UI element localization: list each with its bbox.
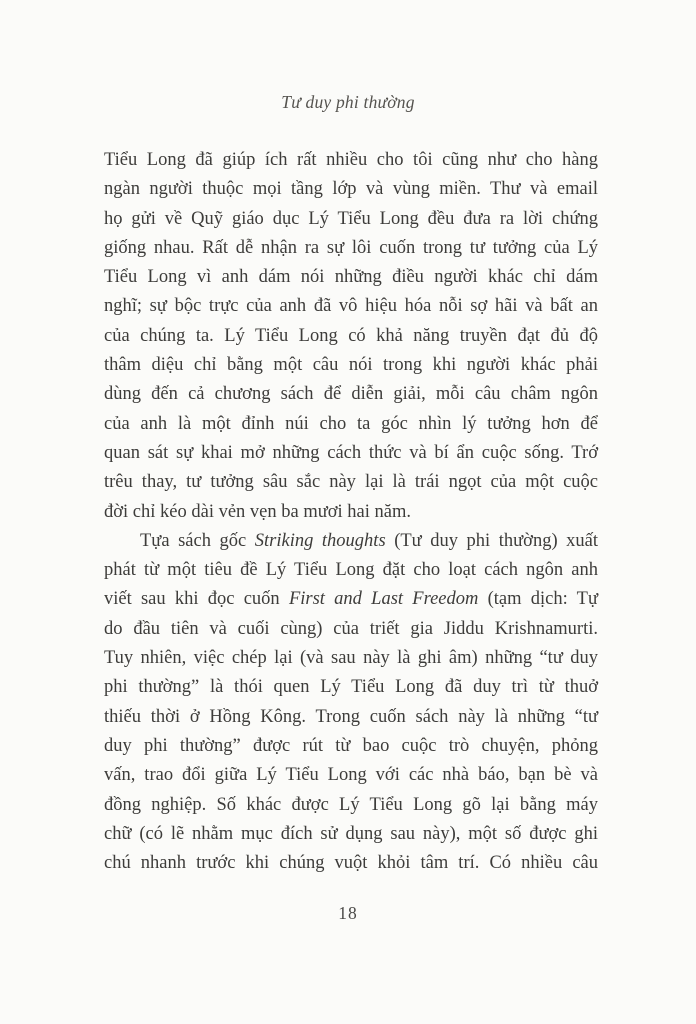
text-segment: Tựa sách gốc (140, 530, 255, 551)
text-line (104, 673, 598, 702)
text-line (104, 820, 598, 849)
text-line (104, 146, 598, 175)
text-segment: phát từ một tiêu đề Lý Tiểu Long đặt cho loạt cách ngôn anh (104, 560, 598, 581)
text-line (104, 732, 598, 761)
text-segment: giống nhau. Rất dễ nhận ra sự lôi cuốn trong tư tưởng của Lý (104, 237, 598, 258)
text-line (104, 263, 598, 292)
text-segment: thâm diệu chỉ bằng một câu nói trong khi người khác phải (104, 355, 598, 376)
text-segment: (tạm dịch: Tự (478, 589, 598, 610)
text-line (104, 761, 598, 790)
text-segment: chú nhanh trước khi chúng vuột khỏi tâm trí. Có nhiều câu (104, 853, 598, 874)
text-line (104, 556, 598, 585)
text-line (104, 644, 598, 673)
text-line (104, 468, 598, 497)
text-line (104, 498, 598, 527)
text-line (104, 439, 598, 468)
italic-text: First and Last Freedom (288, 589, 479, 610)
text-segment: ngàn người thuộc mọi tầng lớp và vùng miền. Thư và email (104, 179, 598, 200)
text-segment: của anh là một đỉnh núi cho ta góc nhìn lý tưởng hơn để (104, 413, 598, 434)
body-text (104, 146, 598, 878)
text-segment: (Tư duy phi thường) xuất (385, 530, 599, 551)
text-line (104, 175, 598, 204)
text-line (104, 703, 598, 732)
text-segment: trêu thay, tư tưởng sâu sắc này lại là trái ngọt của một cuộc (104, 472, 598, 493)
text-segment: do đầu tiên và cuối cùng) của triết gia Jiddu Krishnamurti. (104, 618, 598, 639)
italic-text: Striking thoughts (254, 530, 386, 551)
text-line (104, 410, 598, 439)
text-segment: chữ (có lẽ nhằm mục đích sử dụng sau này), một số được ghi (104, 823, 598, 844)
text-line (104, 205, 598, 234)
text-segment: Tiểu Long vì anh dám nói những điều người khác chỉ dám (104, 267, 598, 288)
text-line (104, 292, 598, 321)
text-line (104, 849, 598, 878)
text-segment: họ gửi về Quỹ giáo dục Lý Tiểu Long đều đưa ra lời chứng (104, 208, 598, 229)
text-segment: quan sát sự khai mở những cách thức và bí ẩn cuộc sống. Trớ (104, 442, 598, 463)
text-line (104, 527, 598, 556)
page-number: 18 (338, 903, 358, 923)
text-segment: Tuy nhiên, việc chép lại (và sau này là ghi âm) những “tư duy (104, 648, 598, 669)
text-segment: dùng đến cả chương sách để diễn giải, mỗi câu châm ngôn (104, 384, 598, 405)
text-segment: phi thường” là thói quen Lý Tiểu Long đã duy trì từ thuở (104, 677, 598, 698)
text-line (104, 791, 598, 820)
text-segment: của chúng ta. Lý Tiểu Long có khả năng truyền đạt đủ độ (104, 325, 598, 346)
text-segment: Tiểu Long đã giúp ích rất nhiều cho tôi cũng như cho hàng (104, 150, 598, 170)
text-segment: thiếu thời ở Hồng Kông. Trong cuốn sách này là những “tư (104, 706, 598, 727)
text-segment: viết sau khi đọc cuốn (104, 589, 289, 610)
text-segment: nghĩ; sự bộc trực của anh đã vô hiệu hóa nỗi sợ hãi và bất an (104, 296, 598, 317)
text-line (104, 234, 598, 263)
text-line (104, 380, 598, 409)
text-segment: đồng nghiệp. Số khác được Lý Tiểu Long gõ lại bằng máy (104, 794, 598, 815)
text-segment: duy phi thường” được rút từ bao cuộc trò chuyện, phỏng (104, 735, 598, 756)
text-line (104, 615, 598, 644)
text-line (104, 585, 598, 614)
text-line (104, 322, 598, 351)
text-line (104, 351, 598, 380)
text-segment: đời chỉ kéo dài vẻn vẹn ba mươi hai năm. (104, 501, 412, 522)
text-segment: vấn, trao đổi giữa Lý Tiểu Long với các nhà báo, bạn bè và (104, 765, 598, 786)
running-head: Tư duy phi thường (281, 92, 415, 112)
